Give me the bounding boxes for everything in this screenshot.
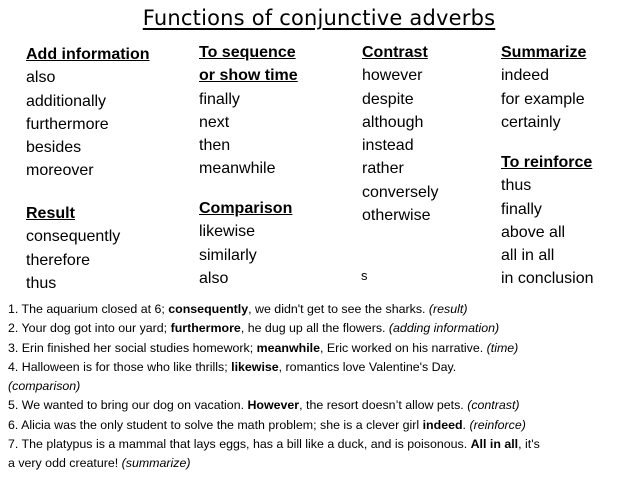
list-item: furthermore <box>26 115 109 133</box>
list-item: rather <box>362 160 404 178</box>
heading-sequence-line2: or show time <box>199 67 298 85</box>
list-item: therefore <box>26 251 91 269</box>
example-line: 7. The platypus is a mammal that lays eggs, has a bill like a duck, and is poisonous. All in all, it's <box>8 437 540 452</box>
list-item: consequently <box>26 228 121 246</box>
heading-contrast: Contrast <box>362 44 428 61</box>
example-line: a very odd creature! (summarize) <box>8 456 191 471</box>
column-sequence-time <box>199 41 298 181</box>
column-contrast <box>362 41 438 227</box>
list-item: meanwhile <box>199 160 276 178</box>
page-title: Functions of conjunctive adverbs <box>142 6 496 30</box>
list-item: despite <box>362 90 414 108</box>
column-result <box>26 202 120 295</box>
column-add-information <box>26 43 150 183</box>
example-line: (comparison) <box>8 379 81 394</box>
list-item: also <box>199 269 229 287</box>
list-item: indeed <box>501 67 550 85</box>
heading-result: Result <box>26 205 75 222</box>
column-reinforce <box>501 151 594 291</box>
heading-reinforce: To reinforce <box>501 154 593 171</box>
column-summarize <box>501 41 586 134</box>
heading-add-information: Add information <box>26 46 150 63</box>
list-item: however <box>362 67 423 85</box>
column-comparison <box>199 197 292 290</box>
list-item: although <box>362 113 424 131</box>
list-item: conversely <box>362 183 439 201</box>
example-line: 1. The aquarium closed at 6; consequently, we didn't get to see the sharks. (result) <box>8 302 468 316</box>
list-item: also <box>26 69 56 87</box>
list-item: thus <box>26 274 57 292</box>
list-item: similarly <box>199 246 257 264</box>
example-line: 3. Erin finished her social studies homework; meanwhile, Eric worked on his narrative. (time) <box>8 340 519 355</box>
list-item: moreover <box>26 162 94 180</box>
list-item: then <box>199 137 231 155</box>
example-line: 2. Your dog got into our yard; furthermore, he dug up all the flowers. (adding information) <box>8 321 500 336</box>
list-item: for example <box>501 90 585 108</box>
example-line: 5. We wanted to bring our dog on vacation. However, the resort doesn’t allow pets. (contrast) <box>8 398 520 413</box>
list-item: otherwise <box>362 207 431 225</box>
list-item: instead <box>362 137 414 155</box>
list-item: next <box>199 113 230 131</box>
heading-sequence-line1: To sequence <box>199 44 296 61</box>
list-item: finally <box>199 90 240 108</box>
list-item: certainly <box>501 113 561 131</box>
example-line: 6. Alicia was the only student to solve the math problem; she is a clever girl indeed. (reinforce) <box>8 417 526 432</box>
heading-comparison: Comparison <box>199 200 293 217</box>
list-item: additionally <box>26 92 107 110</box>
stray-letter: s <box>361 268 368 283</box>
list-item: finally <box>501 200 542 218</box>
list-item: thus <box>501 177 532 195</box>
list-item: likewise <box>199 223 256 241</box>
heading-summarize: Summarize <box>501 44 587 61</box>
example-line: 4. Halloween is for those who like thrills; likewise, romantics love Valentine's Day. <box>8 359 457 374</box>
example-sentences <box>8 300 636 474</box>
list-item: above all <box>501 223 566 241</box>
list-item: besides <box>26 139 82 157</box>
list-item: in conclusion <box>501 270 594 288</box>
list-item: all in all <box>501 247 555 265</box>
